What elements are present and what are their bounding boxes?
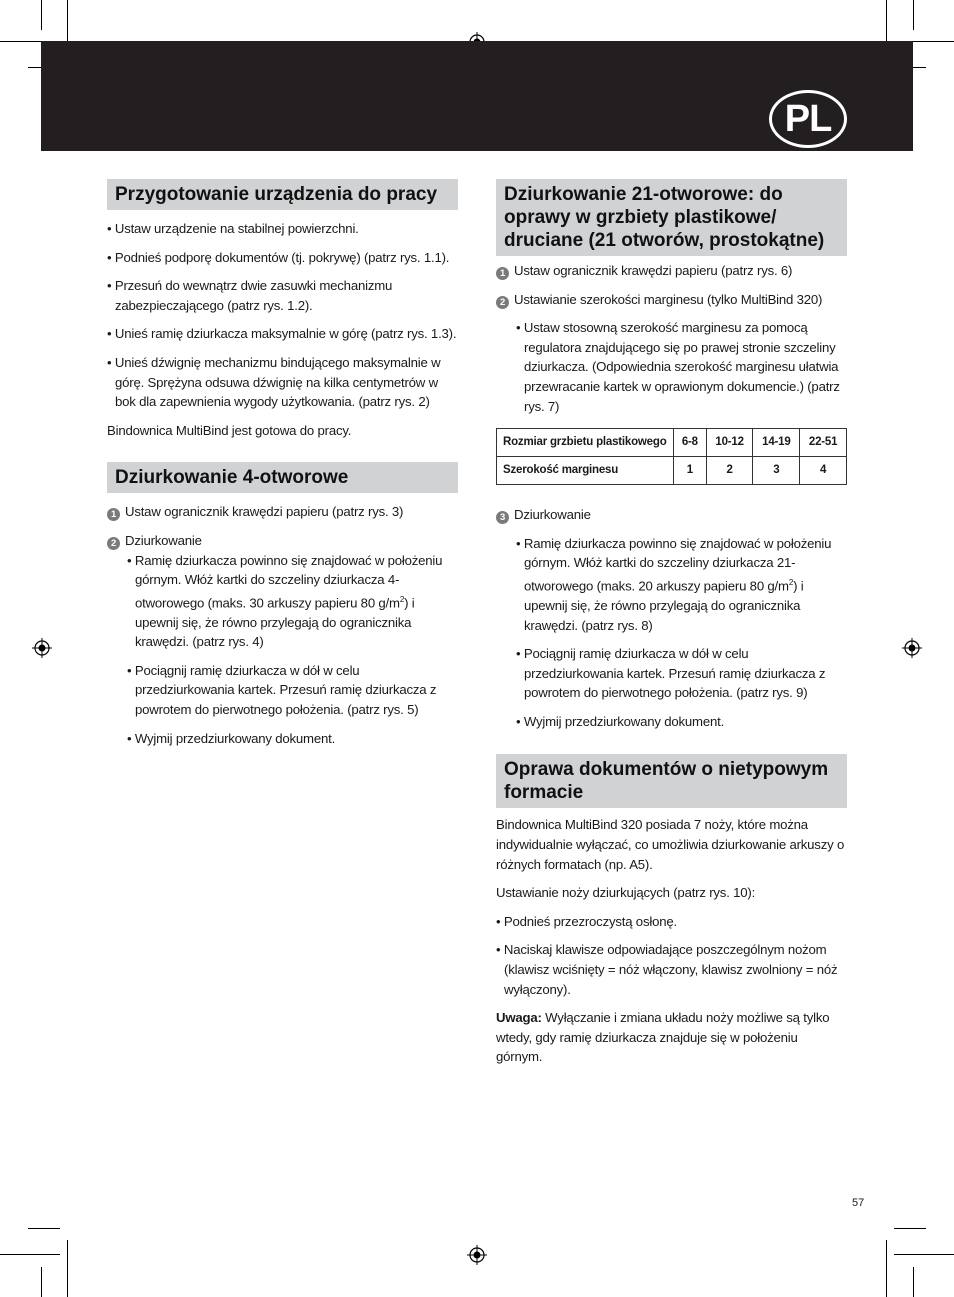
sub-bullet-item: • Wyjmij przedziurkowany dokument.: [127, 730, 336, 746]
step-item: [107, 531, 458, 551]
bullet-item: • Unieś ramię dziurkacza maksymalnie w górę (patrz rys. 1.3).: [107, 326, 457, 342]
crop-mark: [67, 1240, 68, 1297]
margin-table: [496, 428, 847, 485]
left-column: [107, 179, 458, 757]
superscript: 2: [399, 594, 405, 604]
section-heading: Dziurkowanie 21-otworowe: do oprawy w grzbiety plastikowe/ druciane (21 otworów, prostokątne): [496, 179, 847, 256]
crop-mark: [41, 0, 42, 30]
table-cell: Szerokość marginesu: [497, 457, 674, 485]
crop-mark: [894, 1254, 954, 1255]
registration-mark-icon: [902, 638, 922, 658]
table-cell: 4: [800, 457, 847, 485]
step-text: Dziurkowanie: [514, 507, 591, 523]
step-number-icon: 1: [496, 267, 509, 280]
step-item: [496, 261, 847, 281]
table-row: [497, 457, 847, 485]
section-heading: Oprawa dokumentów o nietypowym formacie: [496, 754, 847, 808]
sub-bullet-text: • Ramię dziurkacza powinno się znajdować w położeniu górnym. Włóż kartki do szczeliny dziurkacza 4-otworowego (maks. 30 arkuszy papieru 80 g/m: [127, 552, 443, 611]
paragraph: Ustawianie noży dziurkujących (patrz rys. 10):: [496, 885, 756, 901]
step-text: Ustaw ogranicznik krawędzi papieru (patrz rys. 3): [125, 504, 404, 520]
crop-mark: [0, 1254, 60, 1255]
step-number-icon: 1: [107, 508, 120, 521]
sub-bullet-item: • Pociągnij ramię dziurkacza w dół w celu przedziurkowania kartek. Przesuń ramię dziurkacza z powrotem do pierwotnego położenia. (patrz rys. 9): [516, 646, 826, 701]
sub-bullet-item: • Pociągnij ramię dziurkacza w dół w celu przedziurkowania kartek. Przesuń ramię dziurkacza z powrotem do pierwotnego położenia. (patrz rys. 5): [127, 662, 437, 718]
bullet-item: • Podnieś przezroczystą osłonę.: [496, 913, 677, 929]
note-paragraph: [496, 1008, 847, 1067]
table-cell: 14-19: [753, 429, 800, 457]
table-cell: 2: [706, 457, 753, 485]
table-row: [497, 429, 847, 457]
step-number-icon: 3: [496, 511, 509, 524]
bullet-item: • Naciskaj klawisze odpowiadające poszczególnym nożom (klawisz wciśnięty = nóż włączony, klawisz zwolniony = nóż wyłączony).: [496, 942, 838, 997]
note-text: Wyłączanie i zmiana układu noży możliwe są tylko wtedy, gdy ramię dziurkacza znajduje się w położeniu górnym.: [496, 1010, 830, 1065]
bullet-item: • Unieś dźwignię mechanizmu bindującego maksymalnie w górę. Sprężyna odsuwa dźwignię na kilka centymetrów w bok dla zapewnienia wygody użytkowania. (patrz rys. 2): [107, 354, 441, 410]
section-heading: Przygotowanie urządzenia do pracy: [107, 179, 458, 210]
sub-bullet-item: [107, 551, 458, 652]
table-cell: 22-51: [800, 429, 847, 457]
superscript: 2: [788, 577, 794, 587]
page-number: 57: [852, 1197, 865, 1209]
bullet-item: • Ustaw urządzenie na stabilnej powierzchni.: [107, 221, 359, 236]
step-item: [107, 502, 458, 522]
table-cell: 1: [674, 457, 707, 485]
sub-bullet-text: ) i upewnij się, że równo przylegają do ogranicznika krawędzi. (patrz rys. 8): [524, 578, 804, 633]
table-cell: 10-12: [706, 429, 753, 457]
sub-bullet-text: ) i upewnij się, że równo przylegają do ogranicznika krawędzi. (patrz rys. 4): [135, 595, 415, 650]
sub-bullet-item: [496, 534, 847, 635]
right-column: [496, 179, 847, 1076]
paragraph: Bindownica MultiBind 320 posiada 7 noży, które można indywidualnie wyłączać, co umożliwia dziurkowanie arkuszy o różnych formatach (np. A5).: [496, 817, 845, 872]
bullet-item: • Przesuń do wewnątrz dwie zasuwki mechanizmu zabezpieczającego (patrz rys. 1.2).: [107, 278, 393, 313]
crop-mark: [913, 0, 914, 30]
bullet-item: • Podnieś podporę dokumentów (tj. pokrywę) (patrz rys. 1.1).: [107, 249, 450, 265]
table-cell: 3: [753, 457, 800, 485]
step-number-icon: 2: [496, 296, 509, 309]
step-number-icon: 2: [107, 537, 120, 550]
crop-mark: [886, 1240, 887, 1297]
crop-mark: [913, 1267, 914, 1297]
step-item: [496, 290, 847, 310]
step-text: Dziurkowanie: [125, 532, 202, 548]
section-heading: Dziurkowanie 4-otworowe: [107, 462, 458, 493]
paragraph: Bindownica MultiBind jest gotowa do pracy.: [107, 422, 352, 438]
table-cell: 6-8: [674, 429, 707, 457]
sub-bullet-item: • Ustaw stosowną szerokość marginesu za pomocą regulatora znajdującego się po prawej stronie szczeliny dziurkacza. (Odpowiednia szerokość marginesu ułatwia przewracanie kartek w oprawionym dokumencie.) (patrz rys. 7): [516, 320, 840, 414]
note-label: Uwaga:: [496, 1010, 542, 1026]
step-item: [496, 505, 847, 525]
crop-mark: [894, 1228, 926, 1229]
step-text: Ustaw ogranicznik krawędzi papieru (patrz rys. 6): [514, 263, 793, 278]
step-text: Ustawianie szerokości marginesu (tylko MultiBind 320): [514, 291, 823, 307]
crop-mark: [28, 1228, 60, 1229]
crop-mark: [41, 1267, 42, 1297]
language-badge: PL: [769, 90, 847, 148]
registration-mark-icon: [32, 638, 52, 658]
table-cell: Rozmiar grzbietu plastikowego: [497, 429, 674, 457]
sub-bullet-item: • Wyjmij przedziurkowany dokument.: [516, 713, 725, 729]
sub-bullet-text: • Ramię dziurkacza powinno się znajdować w położeniu górnym. Włóż kartki do szczeliny dziurkacza 21-otworowego (maks. 20 arkuszy papieru 80 g/m: [516, 535, 832, 594]
registration-mark-icon: [467, 1245, 487, 1265]
